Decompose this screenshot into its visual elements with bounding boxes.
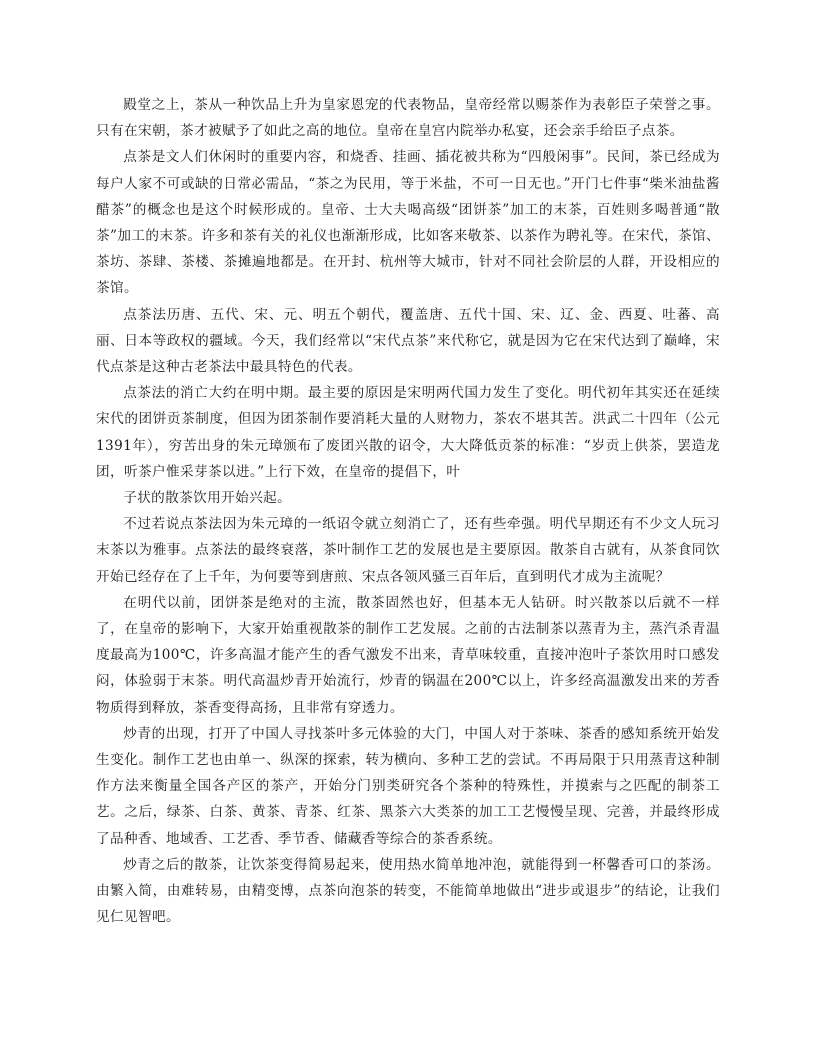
paragraph-decline-reasons: 不过若说点茶法因为朱元璋的一纸诏令就立刻消亡了，还有些牵强。明代早期还有不少文人玩习末茶以为雅事。点茶法的最终衰落，茶叶制作工艺的发展也是主要原因。散茶自古就有，从茶食同饮开始已经存在了上千年，为何要等到唐煎、宋点各领风骚三百年后，直到明代才成为主流呢？: [96, 516, 720, 585]
paragraph-diancha-leisure: 点茶是文人们休闲时的重要内容，和烧香、挂画、插花被共称为“四般闲事”。民间，茶已经成为每户人家不可或缺的日常必需品，“茶之为民用，等于米盐，不可一日无也。”开门七件事“柴米油盐酱醋茶”的概念也是这个时候形成的。皇帝、士大夫喝高级“团饼茶”加工的末茶，百姓则多喝普通“散茶”加工的末茶。许多和茶有关的礼仪也渐渐形成，比如客来敬茶、以茶作为聘礼等。在宋代，茶馆、茶坊、茶肆、茶楼、茶摊遍地都是。在开封、杭州等大城市，针对不同社会阶层的人群，开设相应的茶馆。: [96, 149, 720, 297]
paragraph-conclusion: 炒青之后的散茶，让饮茶变得简易起来，使用热水简单地冲泡，就能得到一杯馨香可口的茶汤。由繁入简，由难转易，由精变博，点茶向泡茶的转变，不能简单地做出“进步或退步”的结论，让我们见仁见智吧。: [96, 856, 720, 926]
paragraph-diancha-decline: 点茶法的消亡大约在明中期。最主要的原因是宋明两代国力发生了变化。明代初年其实还在延续宋代的团饼贡茶制度，但因为团茶制作要消耗大量的人财物力，茶农不堪其苦。洪武二十四年（公元1391年），穷苦出身的朱元璋颁布了废团兴散的诏令，大大降低贡茶的标准：“岁贡上供茶，罢造龙团，听茶户惟采芽茶以进。”上行下效，在皇帝的提倡下，叶: [96, 385, 720, 480]
article-body: [96, 92, 720, 931]
paragraph-loose-tea-rise: 子状的散茶饮用开始兴起。: [123, 490, 292, 507]
paragraph-diancha-history: 点茶法历唐、五代、宋、元、明五个朝代，覆盖唐、五代十国、宋、辽、金、西夏、吐蕃、高丽、日本等政权的疆域。今天，我们经常以“宋代点茶”来代称它，就是因为它在宋代达到了巅峰，宋代点茶是这种古老茶法中最具特色的代表。: [96, 306, 720, 376]
paragraph-ming-loose-tea: 在明代以前，团饼茶是绝对的主流，散茶固然也好，但基本无人钻研。时兴散茶以后就不一样了，在皇帝的影响下，大家开始重视散茶的制作工艺发展。之前的古法制茶以蒸青为主，蒸汽杀青温度最高为100℃，许多高温才能产生的香气激发不出来，青草味较重，直接冲泡叶子茶饮用时口感发闷，体验弱于末茶。明代高温炒青开始流行，炒青的锅温在200℃以上，许多经高温激发出来的芳香物质得到释放，茶香变得高扬，且非常有穿透力。: [96, 594, 720, 716]
paragraph-imperial-tea: 殿堂之上，茶从一种饮品上升为皇家恩宠的代表物品，皇帝经常以赐茶作为表彰臣子荣誉之事。只有在宋朝，茶才被赋予了如此之高的地位。皇帝在皇宫内院举办私宴，还会亲手给臣子点茶。: [96, 97, 720, 140]
paragraph-chaoqing-impact: 炒青的出现，打开了中国人寻找茶叶多元体验的大门，中国人对于茶味、茶香的感知系统开始发生变化。制作工艺也由单一、纵深的探索，转为横向、多种工艺的尝试。不再局限于只用蒸青这种制作方法来衡量全国各产区的茶产，开始分门别类研究各个茶种的特殊性，并摸索与之匹配的制茶工艺。之后，绿茶、白茶、黄茶、青茶、红茶、黑茶六大类茶的加工工艺慢慢呈现、完善，并最终形成了品种香、地域香、工艺香、季节香、储藏香等综合的茶香系统。: [96, 725, 720, 847]
